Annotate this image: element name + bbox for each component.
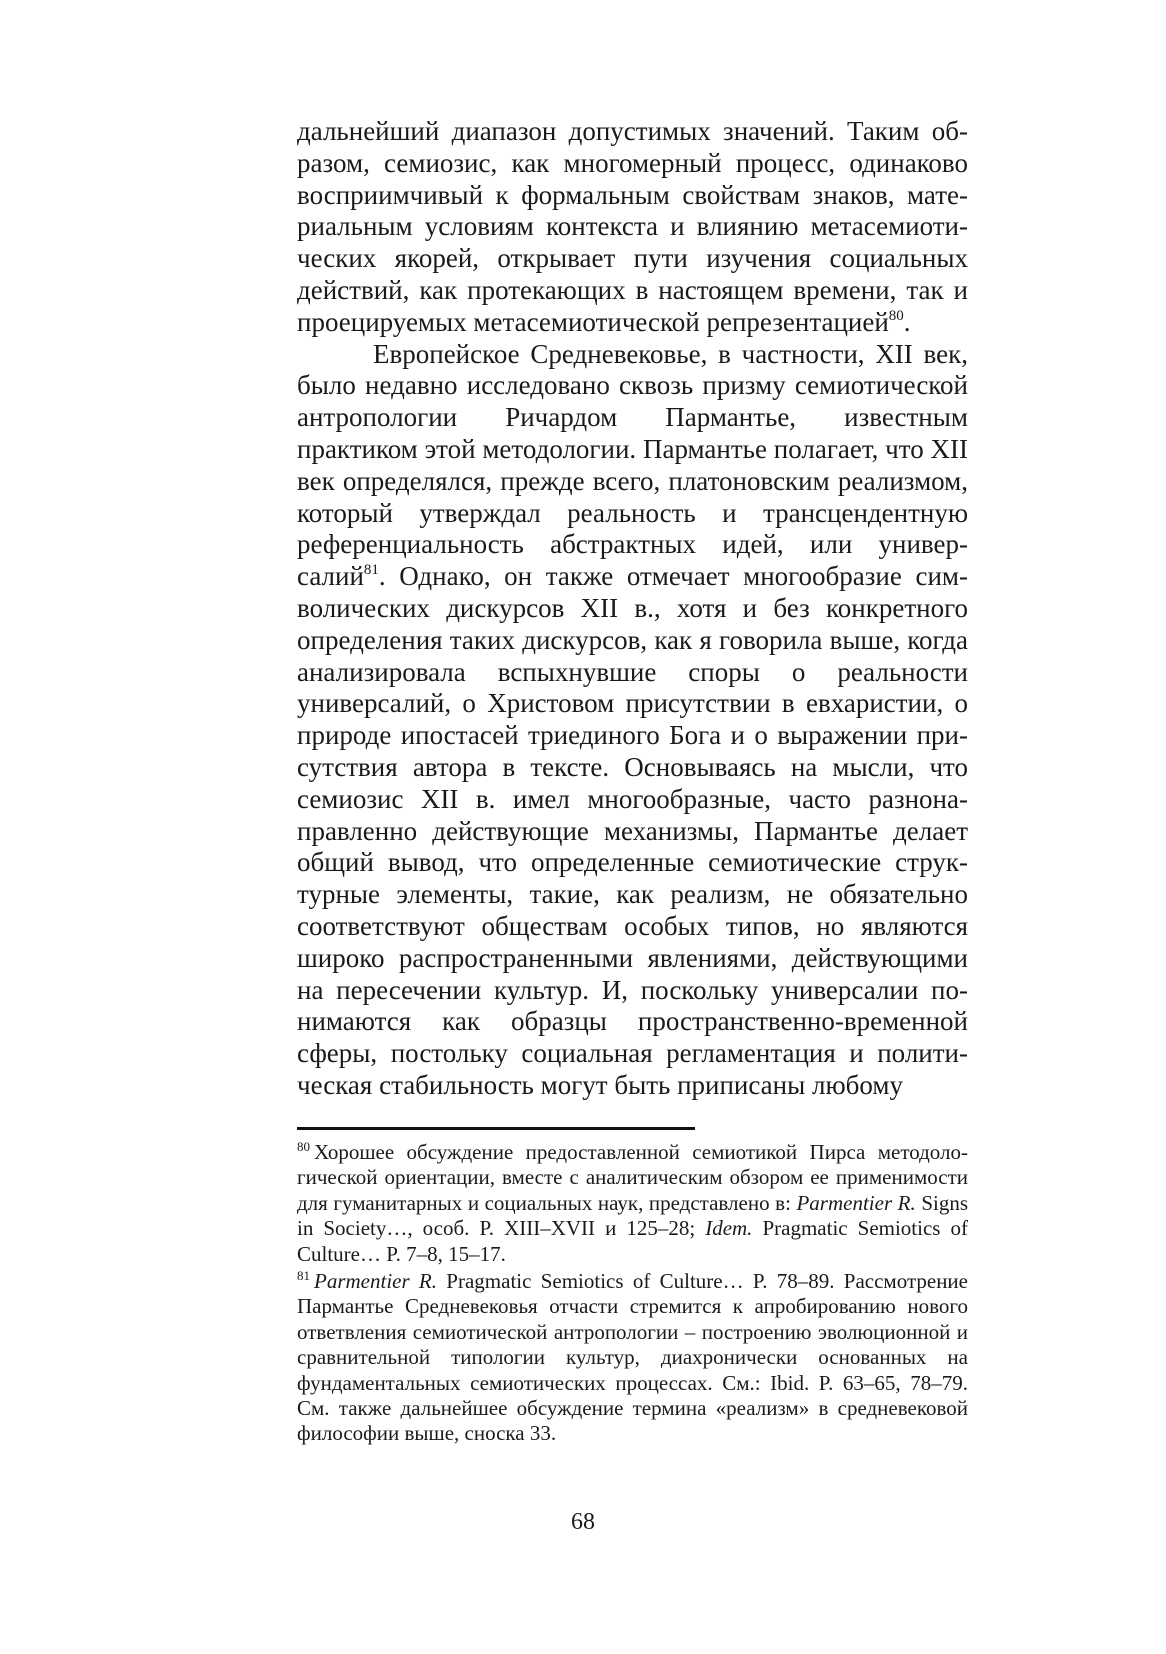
footnotes xyxy=(297,1140,968,1447)
footnote-text-part: Pragmatic Semiotics of Culture… P. 7–8, 15–17. xyxy=(297,1216,968,1266)
footnote-text xyxy=(297,1269,968,1445)
footnote-ref-81[interactable]: 81 xyxy=(363,562,379,579)
paragraph-1-end: . xyxy=(903,306,911,337)
paragraph-1-text: дальнейший диапазон допустимых значений. Таким образом, семиозис, как многомерный процесс, одинаково восприимчивый к формальным свойствам знаков, материальным условиям контекста и влиянию метасемиотических якорей, открывает пути изучения социальных действий, как протекающих в настоящем времени, так и проецируемых метасемиотической репрезентацией xyxy=(297,116,968,337)
footnote-ref-80[interactable]: 80 xyxy=(888,307,904,324)
paragraph-2-text: Европейское Средневековье, в частности, XII век, было недавно исследовано сквозь призму семиотической антропологии Ричардом Пармантье, известным практиком этой методологии. Пармантье полагает, что XII век определялся, прежде всего, платоновским реализмом, который утверждал реальность и трансцендентную референциальность абстрактных идей, или универсалий xyxy=(297,338,968,592)
footnote-author-italic: Parmentier R. xyxy=(796,1190,916,1215)
paragraph-1 xyxy=(297,116,968,339)
footnote-80 xyxy=(297,1140,968,1267)
footnote-mark: 80 xyxy=(297,1139,310,1154)
footnote-mark: 81 xyxy=(297,1268,310,1284)
footnote-text-part: Хорошее обсуждение предоставленной семиотикой Пирса методологической ориентации, вместе с аналитическим обзором ее применимости для гуманитарных и социальных наук, представлено в: xyxy=(297,1140,968,1215)
footnote-idem-italic: Idem. xyxy=(705,1216,753,1241)
paragraph-2 xyxy=(297,339,968,1102)
footnote-author-italic: Parmentier R. xyxy=(314,1269,438,1294)
main-text xyxy=(297,116,968,1102)
page-number: 68 xyxy=(571,1509,595,1535)
footnote-text xyxy=(297,1140,968,1266)
paragraph-2-rest: . Однако, он также отмечает многообразие символических дискурсов XII в., хотя и без конкретного определения таких дискурсов, как я говорила выше, когда анализировала вспыхнувшие споры о реальности универсалий, о Христовом присутствии в евхаристии, о природе ипостасей триединого Бога и о выражении присутствия автора в тексте. Основываясь на мысли, что семиозис XII в. имел многообразные, часто разнонаправленно действующие механизмы, Пармантье делает общий вывод, что определенные семиотические структурные элементы, такие, как реализм, не обязательно соответствуют обществам особых типов, но являются широко распространенными явлениями, действующими на пересечении культур. И, поскольку универсалии понимаются как образцы пространственно-временной сферы, постольку социальная регламентация и политическая стабильность могут быть приписаны любому xyxy=(297,561,968,1100)
footnote-divider xyxy=(297,1127,695,1130)
footnote-text-part: Signs in Society…, особ. P. XIII–XVII и 125–28; xyxy=(297,1190,969,1241)
footnote-text-part: Pragmatic Semiotics of Culture… P. 78–89. Рассмотрение Пармантье Средневековья отчасти стремится к апробированию нового ответвления семиотической антропологии – построению эволюционной и сравнительной типологии культур, диахронически основанных на фундаментальных семиотических процессах. См.: Ibid. P. 63–65, 78–79. См. также дальнейшее обсуждение термина «реализм» в средневековой философии выше, сноска 33. xyxy=(297,1269,968,1446)
footnote-81 xyxy=(297,1269,968,1447)
